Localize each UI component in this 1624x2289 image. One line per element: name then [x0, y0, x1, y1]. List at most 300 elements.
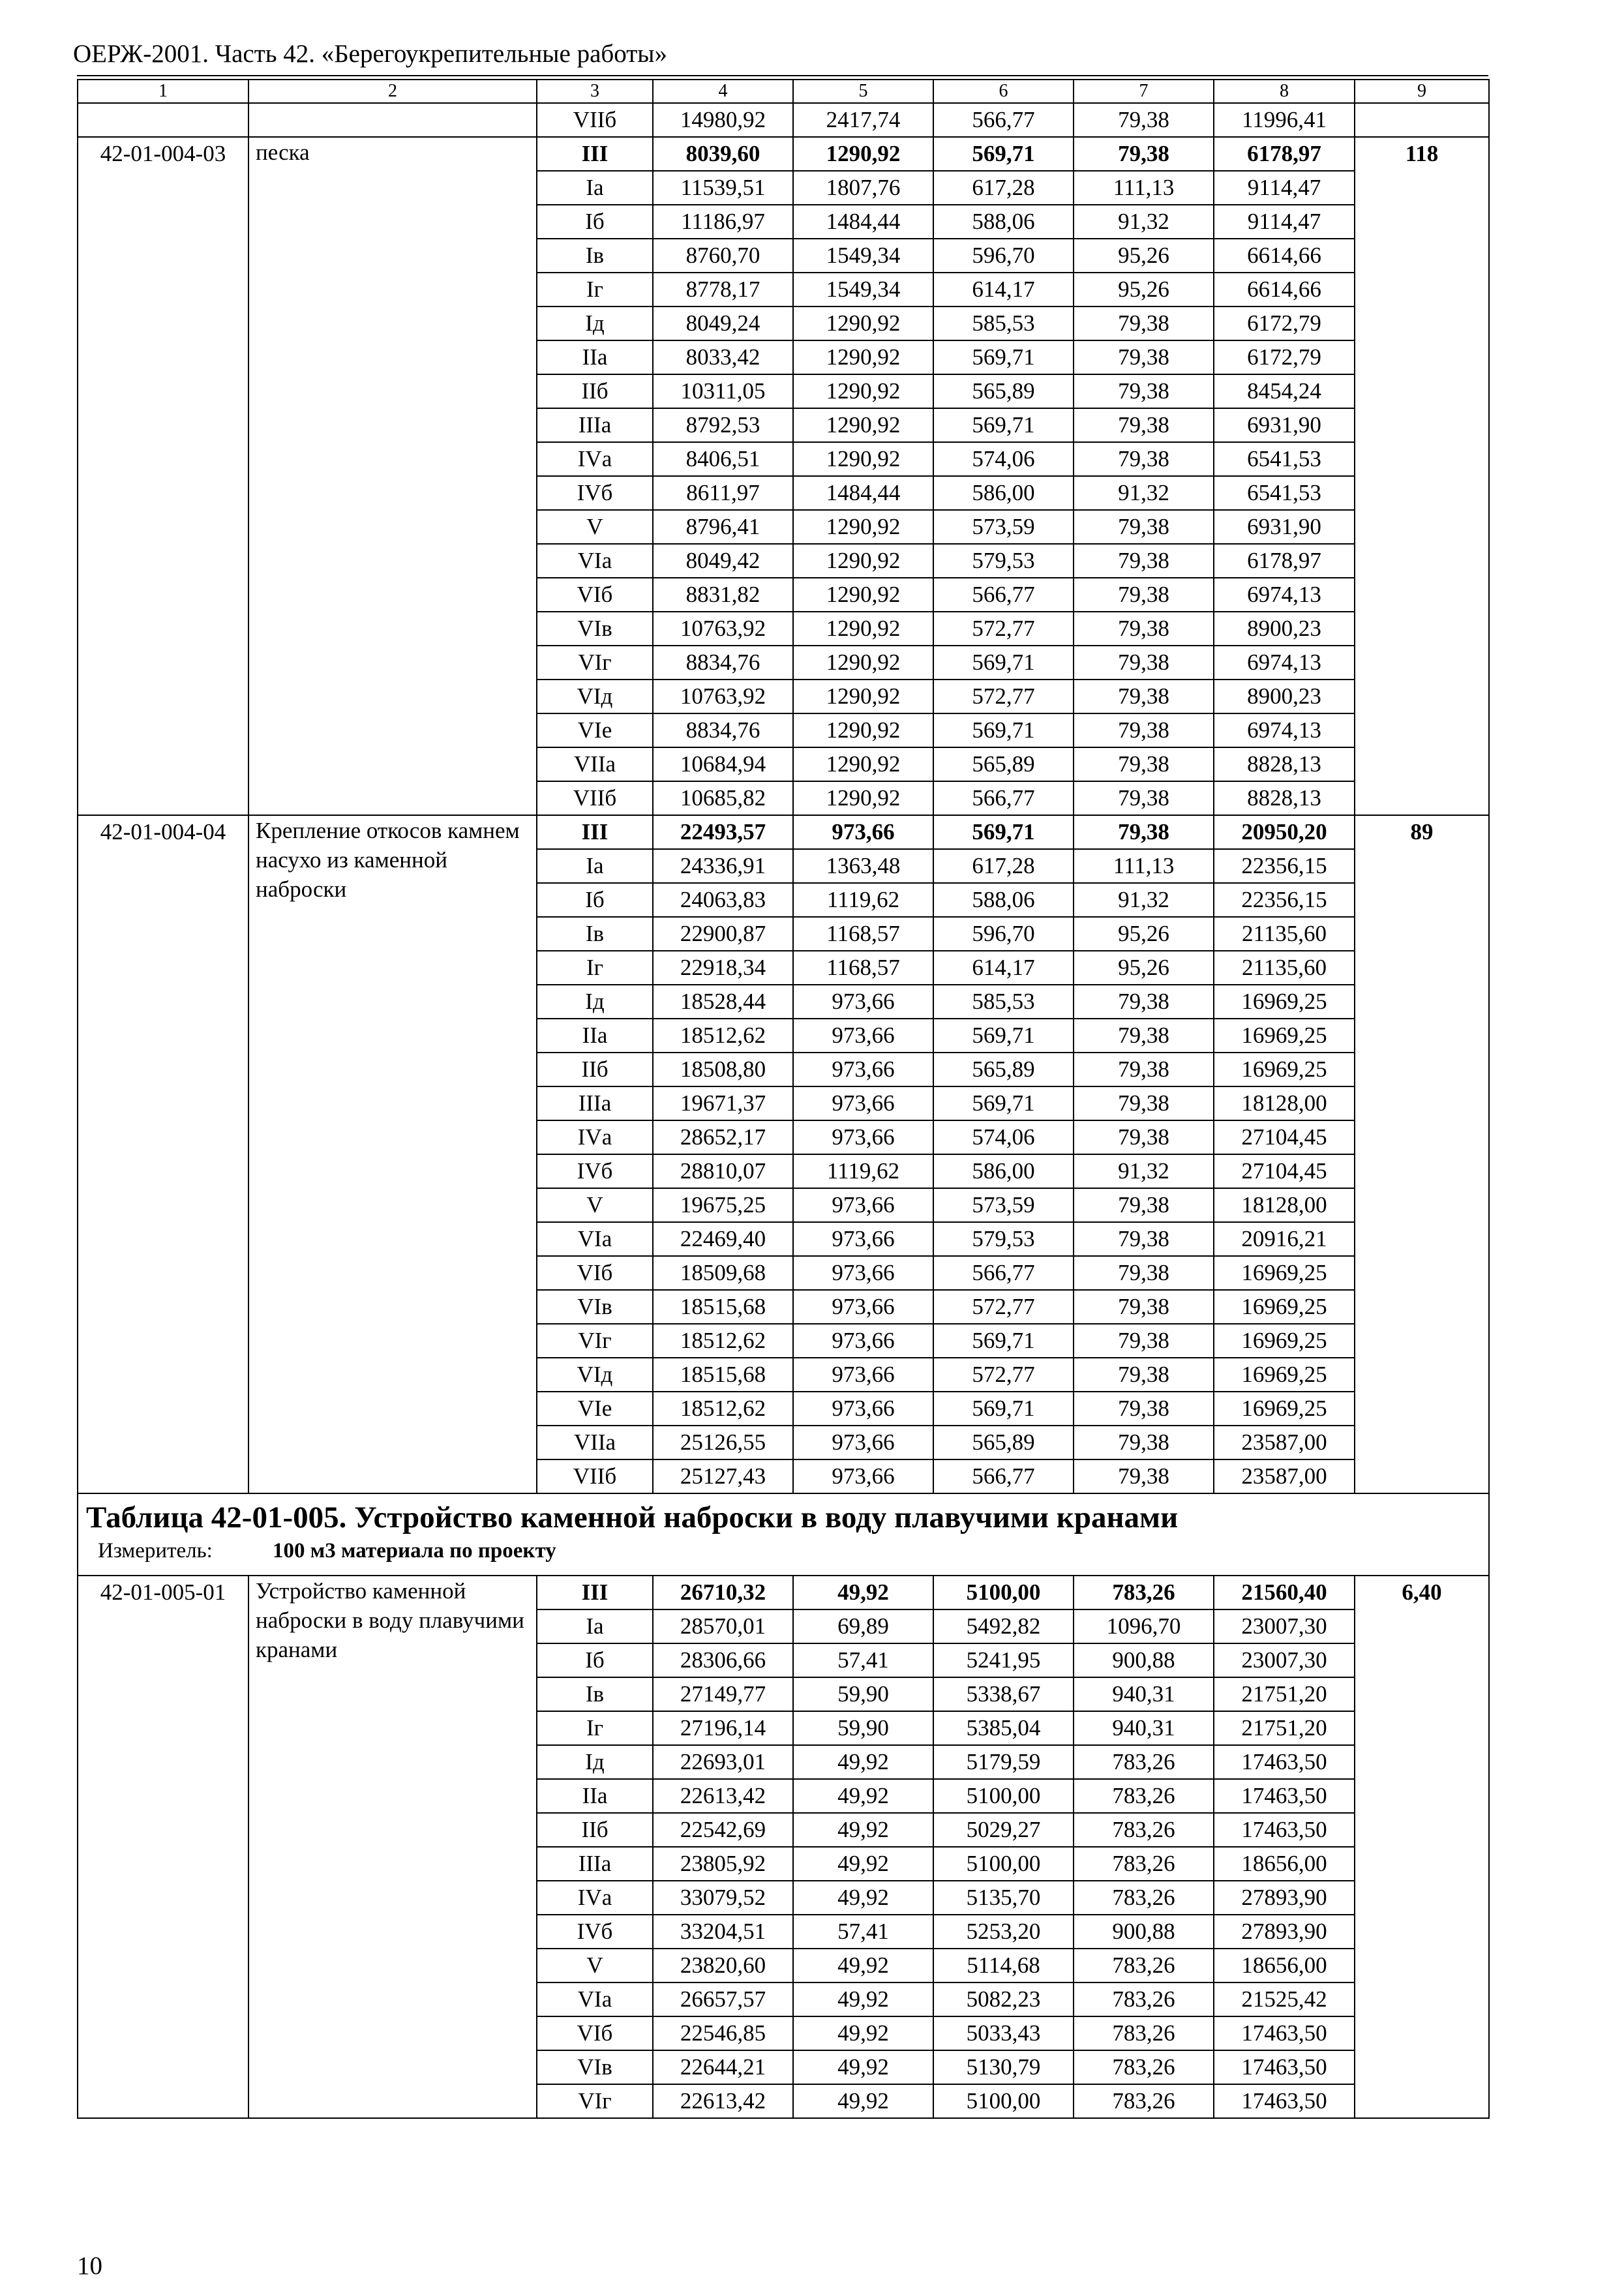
- value-cell: 33079,52: [653, 1881, 793, 1915]
- value-cell: 8049,24: [653, 307, 793, 340]
- zone-cell: Iв: [537, 239, 653, 273]
- value-cell: 21751,20: [1214, 1711, 1355, 1745]
- value-cell: 49,92: [793, 1779, 933, 1813]
- value-cell: 1290,92: [793, 781, 933, 815]
- value-cell: 973,66: [793, 1256, 933, 1290]
- value-cell: 5179,59: [933, 1745, 1074, 1779]
- value-cell: 1290,92: [793, 680, 933, 713]
- column-number: 9: [1355, 80, 1489, 103]
- value-cell: 574,06: [933, 442, 1074, 476]
- value-cell: 5100,00: [933, 2084, 1074, 2118]
- value-cell: 973,66: [793, 1120, 933, 1154]
- value-cell: 585,53: [933, 307, 1074, 340]
- value-cell: 79,38: [1074, 442, 1214, 476]
- zone-cell: VIIа: [537, 747, 653, 781]
- value-cell: 5033,43: [933, 2016, 1074, 2050]
- zone-cell: III: [537, 1576, 653, 1609]
- value-cell: 5100,00: [933, 1576, 1074, 1609]
- value-cell: 1290,92: [793, 374, 933, 408]
- description-cell: [248, 103, 537, 137]
- table-row: [78, 815, 1489, 849]
- value-cell: 22493,57: [653, 815, 793, 849]
- value-cell: 79,38: [1074, 578, 1214, 612]
- value-cell: 783,26: [1074, 1949, 1214, 1982]
- value-cell: 17463,50: [1214, 2016, 1355, 2050]
- value-cell: 91,32: [1074, 883, 1214, 917]
- value-cell: 21751,20: [1214, 1677, 1355, 1711]
- value-cell: 973,66: [793, 1392, 933, 1426]
- value-cell: 1290,92: [793, 713, 933, 747]
- value-cell: 569,71: [933, 1019, 1074, 1053]
- value-cell: 8828,13: [1214, 781, 1355, 815]
- value-cell: 973,66: [793, 1188, 933, 1222]
- value-cell: 23587,00: [1214, 1426, 1355, 1459]
- value-cell: 91,32: [1074, 205, 1214, 239]
- zone-cell: VIд: [537, 1358, 653, 1392]
- zone-cell: IIIа: [537, 1847, 653, 1881]
- value-cell: 8611,97: [653, 476, 793, 510]
- value-cell: 24063,83: [653, 883, 793, 917]
- value-cell: 22613,42: [653, 1779, 793, 1813]
- zone-cell: Iа: [537, 171, 653, 205]
- value-cell: 573,59: [933, 1188, 1074, 1222]
- header-rule: [77, 75, 1488, 76]
- meter-unit: 100 м3 материала по проекту: [273, 1539, 556, 1563]
- value-cell: 1290,92: [793, 544, 933, 578]
- value-cell: 23007,30: [1214, 1643, 1355, 1677]
- value-cell: 6974,13: [1214, 578, 1355, 612]
- value-cell: 579,53: [933, 1222, 1074, 1256]
- zone-cell: VIг: [537, 646, 653, 680]
- value-cell: 1290,92: [793, 578, 933, 612]
- value-cell: 49,92: [793, 2016, 933, 2050]
- value-cell: 18509,68: [653, 1256, 793, 1290]
- value-cell: 49,92: [793, 1847, 933, 1881]
- value-cell: 8900,23: [1214, 612, 1355, 646]
- value-cell: 565,89: [933, 1426, 1074, 1459]
- norm-cell: 118: [1355, 137, 1489, 815]
- value-cell: 566,77: [933, 103, 1074, 137]
- value-cell: 1807,76: [793, 171, 933, 205]
- zone-cell: IIIа: [537, 1086, 653, 1120]
- value-cell: 8760,70: [653, 239, 793, 273]
- value-cell: 9114,47: [1214, 205, 1355, 239]
- zone-cell: IVа: [537, 1120, 653, 1154]
- zone-cell: VIг: [537, 2084, 653, 2118]
- zone-cell: Iв: [537, 917, 653, 951]
- zone-cell: Iд: [537, 307, 653, 340]
- value-cell: 20950,20: [1214, 815, 1355, 849]
- value-cell: 1168,57: [793, 951, 933, 985]
- value-cell: 1290,92: [793, 747, 933, 781]
- value-cell: 79,38: [1074, 103, 1214, 137]
- value-cell: 59,90: [793, 1711, 933, 1745]
- value-cell: 27149,77: [653, 1677, 793, 1711]
- page-header: ОЕРЖ-2001. Часть 42. «Берегоукрепительные работы»: [73, 40, 667, 68]
- value-cell: 973,66: [793, 1086, 933, 1120]
- value-cell: 79,38: [1074, 340, 1214, 374]
- value-cell: 565,89: [933, 747, 1074, 781]
- value-cell: 49,92: [793, 2050, 933, 2084]
- zone-cell: Iб: [537, 205, 653, 239]
- value-cell: 79,38: [1074, 646, 1214, 680]
- value-cell: 16969,25: [1214, 1358, 1355, 1392]
- value-cell: 79,38: [1074, 137, 1214, 171]
- value-cell: 18512,62: [653, 1324, 793, 1358]
- value-cell: 6931,90: [1214, 510, 1355, 544]
- zone-cell: IIб: [537, 374, 653, 408]
- value-cell: 569,71: [933, 408, 1074, 442]
- value-cell: 9114,47: [1214, 171, 1355, 205]
- zone-cell: VIа: [537, 544, 653, 578]
- zone-cell: VIв: [537, 612, 653, 646]
- value-cell: 79,38: [1074, 1256, 1214, 1290]
- value-cell: 973,66: [793, 1290, 933, 1324]
- value-cell: 27104,45: [1214, 1120, 1355, 1154]
- column-number: 4: [653, 80, 793, 103]
- value-cell: 19675,25: [653, 1188, 793, 1222]
- value-cell: 79,38: [1074, 1426, 1214, 1459]
- value-cell: 8796,41: [653, 510, 793, 544]
- section-title: Таблица 42-01-005. Устройство каменной наброски в воду плавучими кранами: [86, 1501, 1179, 1534]
- value-cell: 572,77: [933, 612, 1074, 646]
- value-cell: 59,90: [793, 1677, 933, 1711]
- value-cell: 783,26: [1074, 1576, 1214, 1609]
- zone-cell: VIIа: [537, 1426, 653, 1459]
- value-cell: 5029,27: [933, 1813, 1074, 1847]
- value-cell: 783,26: [1074, 1779, 1214, 1813]
- zone-cell: VIIб: [537, 781, 653, 815]
- value-cell: 18128,00: [1214, 1188, 1355, 1222]
- value-cell: 973,66: [793, 1426, 933, 1459]
- value-cell: 783,26: [1074, 2050, 1214, 2084]
- value-cell: 28306,66: [653, 1643, 793, 1677]
- value-cell: 79,38: [1074, 408, 1214, 442]
- value-cell: 95,26: [1074, 273, 1214, 307]
- value-cell: 5100,00: [933, 1847, 1074, 1881]
- value-cell: 1096,70: [1074, 1609, 1214, 1643]
- value-cell: 111,13: [1074, 171, 1214, 205]
- value-cell: 17463,50: [1214, 2084, 1355, 2118]
- zone-cell: IIIа: [537, 408, 653, 442]
- value-cell: 26710,32: [653, 1576, 793, 1609]
- value-cell: 900,88: [1074, 1915, 1214, 1949]
- value-cell: 79,38: [1074, 1019, 1214, 1053]
- value-cell: 111,13: [1074, 849, 1214, 883]
- value-cell: 1168,57: [793, 917, 933, 951]
- code-cell: 42-01-004-03: [78, 137, 248, 815]
- value-cell: 973,66: [793, 1324, 933, 1358]
- value-cell: 617,28: [933, 849, 1074, 883]
- value-cell: 569,71: [933, 1086, 1074, 1120]
- value-cell: 1549,34: [793, 273, 933, 307]
- value-cell: 22900,87: [653, 917, 793, 951]
- value-cell: 79,38: [1074, 1053, 1214, 1086]
- value-cell: 49,92: [793, 2084, 933, 2118]
- value-cell: 79,38: [1074, 1222, 1214, 1256]
- value-cell: 17463,50: [1214, 1745, 1355, 1779]
- value-cell: 79,38: [1074, 680, 1214, 713]
- value-cell: 8049,42: [653, 544, 793, 578]
- value-cell: 5100,00: [933, 1779, 1074, 1813]
- norm-cell: 89: [1355, 815, 1489, 1493]
- value-cell: 572,77: [933, 680, 1074, 713]
- zone-cell: VIе: [537, 713, 653, 747]
- value-cell: 569,71: [933, 1392, 1074, 1426]
- value-cell: 6614,66: [1214, 273, 1355, 307]
- value-cell: 22356,15: [1214, 883, 1355, 917]
- value-cell: 18515,68: [653, 1358, 793, 1392]
- value-cell: 79,38: [1074, 374, 1214, 408]
- value-cell: 27196,14: [653, 1711, 793, 1745]
- zone-cell: IVб: [537, 1915, 653, 1949]
- value-cell: 586,00: [933, 476, 1074, 510]
- description-cell: песка: [248, 137, 537, 815]
- meter-line: [86, 1539, 1484, 1563]
- value-cell: 783,26: [1074, 1745, 1214, 1779]
- value-cell: 18656,00: [1214, 1949, 1355, 1982]
- value-cell: 569,71: [933, 1324, 1074, 1358]
- value-cell: 586,00: [933, 1154, 1074, 1188]
- zone-cell: IVб: [537, 1154, 653, 1188]
- value-cell: 1549,34: [793, 239, 933, 273]
- value-cell: 6541,53: [1214, 442, 1355, 476]
- zone-cell: VIIб: [537, 103, 653, 137]
- value-cell: 22644,21: [653, 2050, 793, 2084]
- value-cell: 5385,04: [933, 1711, 1074, 1745]
- value-cell: 1363,48: [793, 849, 933, 883]
- value-cell: 16969,25: [1214, 985, 1355, 1019]
- value-cell: 23007,30: [1214, 1609, 1355, 1643]
- zone-cell: IIа: [537, 1779, 653, 1813]
- value-cell: 8900,23: [1214, 680, 1355, 713]
- value-cell: 21135,60: [1214, 951, 1355, 985]
- code-cell: 42-01-005-01: [78, 1576, 248, 2118]
- value-cell: 1484,44: [793, 205, 933, 239]
- zone-cell: IVа: [537, 1881, 653, 1915]
- value-cell: 1290,92: [793, 510, 933, 544]
- value-cell: 22469,40: [653, 1222, 793, 1256]
- column-number: 1: [78, 80, 248, 103]
- value-cell: 973,66: [793, 1222, 933, 1256]
- value-cell: 8406,51: [653, 442, 793, 476]
- value-cell: 565,89: [933, 1053, 1074, 1086]
- value-cell: 20916,21: [1214, 1222, 1355, 1256]
- value-cell: 49,92: [793, 1576, 933, 1609]
- value-cell: 22546,85: [653, 2016, 793, 2050]
- value-cell: 8828,13: [1214, 747, 1355, 781]
- code-cell: 42-01-004-04: [78, 815, 248, 1493]
- value-cell: 566,77: [933, 781, 1074, 815]
- value-cell: 10684,94: [653, 747, 793, 781]
- value-cell: 79,38: [1074, 510, 1214, 544]
- value-cell: 79,38: [1074, 1120, 1214, 1154]
- value-cell: 1119,62: [793, 1154, 933, 1188]
- value-cell: 25126,55: [653, 1426, 793, 1459]
- value-cell: 79,38: [1074, 985, 1214, 1019]
- value-cell: 25127,43: [653, 1459, 793, 1493]
- value-cell: 33204,51: [653, 1915, 793, 1949]
- value-cell: 21525,42: [1214, 1982, 1355, 2016]
- value-cell: 6931,90: [1214, 408, 1355, 442]
- value-cell: 569,71: [933, 815, 1074, 849]
- value-cell: 16969,25: [1214, 1053, 1355, 1086]
- value-cell: 18512,62: [653, 1019, 793, 1053]
- value-cell: 79,38: [1074, 1086, 1214, 1120]
- value-cell: 1290,92: [793, 442, 933, 476]
- value-cell: 95,26: [1074, 951, 1214, 985]
- value-cell: 8834,76: [653, 646, 793, 680]
- zone-cell: IIа: [537, 340, 653, 374]
- value-cell: 574,06: [933, 1120, 1074, 1154]
- value-cell: 21560,40: [1214, 1576, 1355, 1609]
- value-cell: 614,17: [933, 273, 1074, 307]
- zone-cell: VIв: [537, 2050, 653, 2084]
- meter-label: Измеритель:: [98, 1539, 213, 1563]
- section-row: [78, 1493, 1489, 1576]
- value-cell: 24336,91: [653, 849, 793, 883]
- value-cell: 28810,07: [653, 1154, 793, 1188]
- value-cell: 49,92: [793, 1813, 933, 1847]
- value-cell: 21135,60: [1214, 917, 1355, 951]
- value-cell: 1290,92: [793, 612, 933, 646]
- zone-cell: Iа: [537, 849, 653, 883]
- table-row: [78, 137, 1489, 171]
- value-cell: 783,26: [1074, 1881, 1214, 1915]
- zone-cell: VIе: [537, 1392, 653, 1426]
- value-cell: 22542,69: [653, 1813, 793, 1847]
- value-cell: 79,38: [1074, 1324, 1214, 1358]
- value-cell: 572,77: [933, 1358, 1074, 1392]
- value-cell: 8834,76: [653, 713, 793, 747]
- value-cell: 940,31: [1074, 1711, 1214, 1745]
- zone-cell: Iд: [537, 985, 653, 1019]
- value-cell: 17463,50: [1214, 1779, 1355, 1813]
- zone-cell: VIа: [537, 1982, 653, 2016]
- column-number: 3: [537, 80, 653, 103]
- zone-cell: Iв: [537, 1677, 653, 1711]
- value-cell: 18508,80: [653, 1053, 793, 1086]
- value-cell: 57,41: [793, 1915, 933, 1949]
- code-cell: [78, 103, 248, 137]
- zone-cell: Iб: [537, 1643, 653, 1677]
- zone-cell: III: [537, 137, 653, 171]
- value-cell: 27104,45: [1214, 1154, 1355, 1188]
- zone-cell: VIб: [537, 1256, 653, 1290]
- zone-cell: IVб: [537, 476, 653, 510]
- value-cell: 900,88: [1074, 1643, 1214, 1677]
- value-cell: 16969,25: [1214, 1256, 1355, 1290]
- value-cell: 26657,57: [653, 1982, 793, 2016]
- zone-cell: IIб: [537, 1053, 653, 1086]
- value-cell: 79,38: [1074, 781, 1214, 815]
- value-cell: 10685,82: [653, 781, 793, 815]
- value-cell: 8454,24: [1214, 374, 1355, 408]
- value-cell: 6178,97: [1214, 137, 1355, 171]
- value-cell: 566,77: [933, 1256, 1074, 1290]
- value-cell: 79,38: [1074, 544, 1214, 578]
- value-cell: 23820,60: [653, 1949, 793, 1982]
- value-cell: 17463,50: [1214, 1813, 1355, 1847]
- value-cell: 1290,92: [793, 646, 933, 680]
- value-cell: 5114,68: [933, 1949, 1074, 1982]
- value-cell: 79,38: [1074, 1188, 1214, 1222]
- value-cell: 28570,01: [653, 1609, 793, 1643]
- value-cell: 8039,60: [653, 137, 793, 171]
- zone-cell: V: [537, 510, 653, 544]
- value-cell: 18656,00: [1214, 1847, 1355, 1881]
- value-cell: 79,38: [1074, 815, 1214, 849]
- value-cell: 566,77: [933, 1459, 1074, 1493]
- zone-cell: VIб: [537, 2016, 653, 2050]
- zone-cell: Iг: [537, 1711, 653, 1745]
- column-number: 5: [793, 80, 933, 103]
- value-cell: 11539,51: [653, 171, 793, 205]
- value-cell: 8792,53: [653, 408, 793, 442]
- value-cell: 79,38: [1074, 747, 1214, 781]
- zone-cell: VIа: [537, 1222, 653, 1256]
- value-cell: 565,89: [933, 374, 1074, 408]
- value-cell: 22693,01: [653, 1745, 793, 1779]
- value-cell: 27893,90: [1214, 1915, 1355, 1949]
- value-cell: 49,92: [793, 1881, 933, 1915]
- value-cell: 5241,95: [933, 1643, 1074, 1677]
- value-cell: 6172,79: [1214, 340, 1355, 374]
- value-cell: 5135,70: [933, 1881, 1074, 1915]
- value-cell: 973,66: [793, 1459, 933, 1493]
- value-cell: 588,06: [933, 883, 1074, 917]
- value-cell: 973,66: [793, 1053, 933, 1086]
- value-cell: 2417,74: [793, 103, 933, 137]
- value-cell: 8831,82: [653, 578, 793, 612]
- value-cell: 973,66: [793, 1358, 933, 1392]
- value-cell: 91,32: [1074, 476, 1214, 510]
- value-cell: 18128,00: [1214, 1086, 1355, 1120]
- value-cell: 19671,37: [653, 1086, 793, 1120]
- column-number: 6: [933, 80, 1074, 103]
- value-cell: 569,71: [933, 646, 1074, 680]
- description-cell: Устройство каменной наброски в воду плавучими кранами: [248, 1576, 537, 2118]
- norm-cell: 6,40: [1355, 1576, 1489, 2118]
- value-cell: 569,71: [933, 137, 1074, 171]
- value-cell: 1290,92: [793, 340, 933, 374]
- value-cell: 69,89: [793, 1609, 933, 1643]
- value-cell: 6178,97: [1214, 544, 1355, 578]
- value-cell: 6541,53: [1214, 476, 1355, 510]
- value-cell: 22356,15: [1214, 849, 1355, 883]
- value-cell: 79,38: [1074, 1358, 1214, 1392]
- table-row: [78, 1576, 1489, 1609]
- value-cell: 617,28: [933, 171, 1074, 205]
- value-cell: 783,26: [1074, 1982, 1214, 2016]
- value-cell: 95,26: [1074, 239, 1214, 273]
- value-cell: 5130,79: [933, 2050, 1074, 2084]
- column-number: 8: [1214, 80, 1355, 103]
- zone-cell: V: [537, 1949, 653, 1982]
- value-cell: 11186,97: [653, 205, 793, 239]
- zone-cell: Iб: [537, 883, 653, 917]
- value-cell: 783,26: [1074, 2084, 1214, 2118]
- value-cell: 783,26: [1074, 1847, 1214, 1881]
- value-cell: 585,53: [933, 985, 1074, 1019]
- zone-cell: IIа: [537, 1019, 653, 1053]
- value-cell: 8033,42: [653, 340, 793, 374]
- value-cell: 566,77: [933, 578, 1074, 612]
- value-cell: 79,38: [1074, 1459, 1214, 1493]
- value-cell: 95,26: [1074, 917, 1214, 951]
- zone-cell: VIг: [537, 1324, 653, 1358]
- value-cell: 783,26: [1074, 2016, 1214, 2050]
